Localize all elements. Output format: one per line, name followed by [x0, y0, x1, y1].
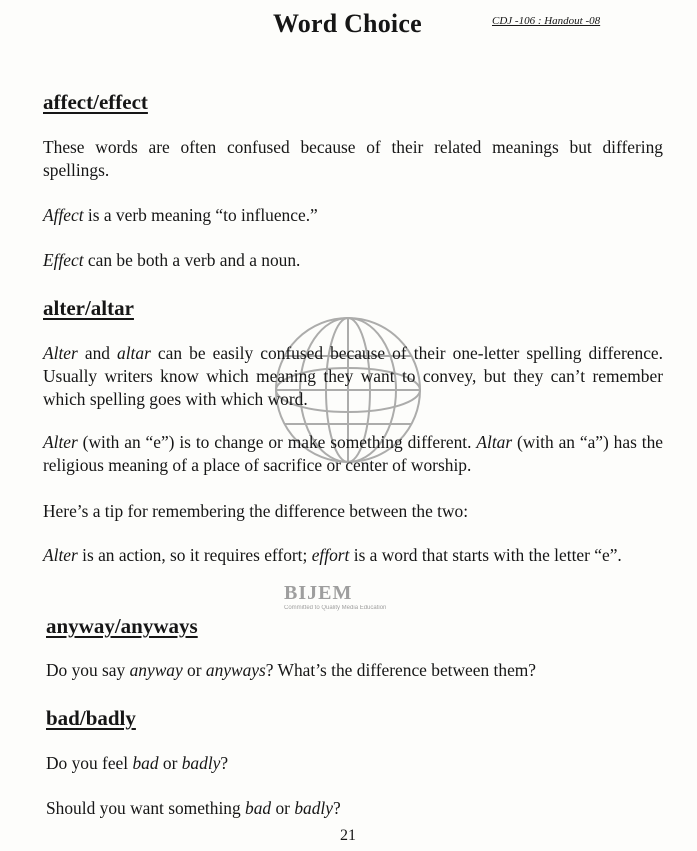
heading-affect-effect: affect/effect [43, 90, 148, 114]
alter-definition-paragraph: Alter (with an “e”) is to change or make something different. Altar (with an “a”) has the religious meaning of a place of sacrifice or center of worship. [43, 432, 663, 475]
heading-alter-altar: alter/altar [43, 296, 134, 320]
heading-anyway-anyways: anyway/anyways [46, 614, 198, 638]
alter-tip-intro: Here’s a tip for remembering the difference between the two: [43, 501, 469, 521]
anyway-question: Do you say anyway or anyways? What’s the difference between them? [46, 660, 537, 680]
page-title: Word Choice [273, 9, 422, 38]
heading-bad-badly: bad/badly [46, 706, 136, 730]
alter-tip-paragraph: Alter is an action, so it requires effort; effort is a word that starts with the letter “e”. [43, 545, 622, 565]
affect-intro-paragraph: These words are often confused because of their related meanings but differing spellings. [43, 137, 663, 180]
effect-definition: Effect can be both a verb and a noun. [43, 250, 301, 270]
handout-code: CDJ -106 : Handout -08 [492, 15, 601, 27]
watermark-tagline: Committed to Quality Media Education [284, 605, 387, 611]
term-affect: Affect [43, 205, 84, 225]
bad-question-want: Should you want something bad or badly? [46, 798, 341, 818]
alter-intro-paragraph: Alter and altar can be easily confused because of their one-letter spelling difference. Usually writers know which meaning they want to convey, but they can’t remember which spelling goes with which word. [43, 343, 663, 409]
watermark-name: BIJEM [284, 582, 353, 604]
page-number: 21 [340, 827, 356, 844]
term-effect: Effect [43, 250, 84, 270]
bad-question-feel: Do you feel bad or badly? [46, 753, 229, 773]
affect-definition: Affect is a verb meaning “to influence.” [43, 205, 318, 225]
